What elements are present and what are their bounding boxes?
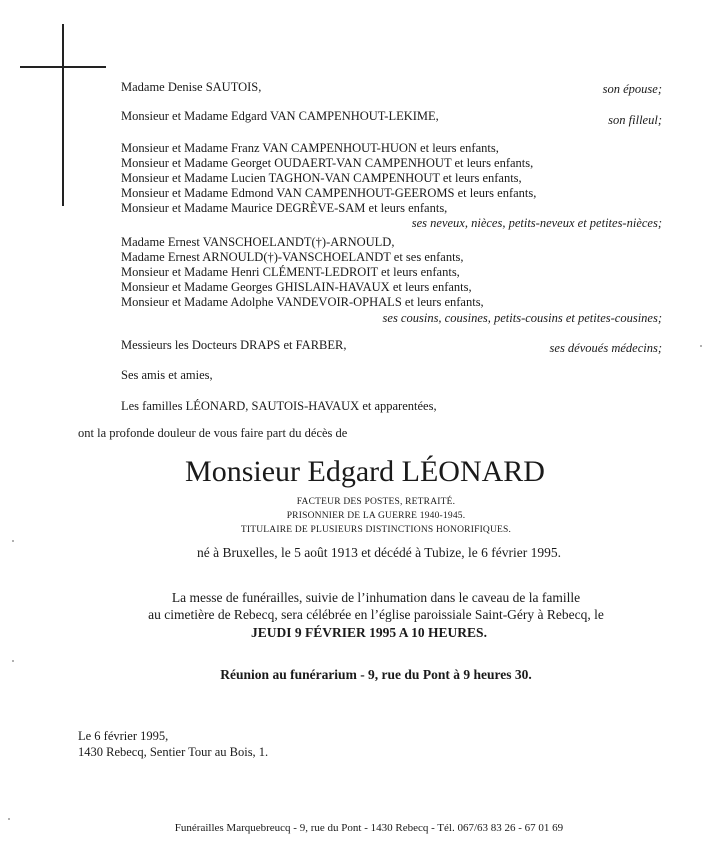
friends-line: Ses amis et amies,: [121, 368, 213, 382]
nephews-relation: ses neveux, nièces, petits-neveux et petites-nièces;: [411, 216, 662, 230]
scan-speck: [12, 660, 14, 662]
families-line: Les familles LÉONARD, SAUTOIS-HAVAUX et apparentées,: [121, 399, 437, 413]
nephew-line: Monsieur et Madame Lucien TAGHON-VAN CAMPENHOUT et leurs enfants,: [121, 171, 522, 185]
funeral-gathering: Réunion au funérarium - 9, rue du Pont à 9 heures 30.: [220, 667, 532, 682]
cousin-line: Madame Ernest VANSCHOELANDT(†)-ARNOULD,: [121, 235, 395, 249]
spouse-name: Madame Denise SAUTOIS,: [121, 80, 262, 94]
birth-death-line: né à Bruxelles, le 5 août 1913 et décédé à Tubize, le 6 février 1995.: [196, 545, 561, 560]
deceased-title: FACTEUR DES POSTES, RETRAITÉ.: [296, 497, 456, 507]
cousin-line: Madame Ernest ARNOULD(†)-VANSCHOELANDT et ses enfants,: [121, 250, 464, 264]
doctors-name: Messieurs les Docteurs DRAPS et FARBER,: [121, 338, 347, 352]
nephew-line: Monsieur et Madame Maurice DEGRÈVE-SAM et leurs enfants,: [121, 201, 448, 215]
funeral-line: au cimetière de Rebecq, sera célébrée en l’église paroissiale Saint-Géry à Rebecq, le: [148, 607, 604, 622]
deceased-title: TITULAIRE DE PLUSIEURS DISTINCTIONS HONORIFIQUES.: [240, 525, 512, 535]
cousins-relation: ses cousins, cousines, petits-cousins et petites-cousines;: [382, 311, 662, 325]
scan-speck: [700, 345, 702, 347]
godson-name: Monsieur et Madame Edgard VAN CAMPENHOUT-LEKIME,: [121, 109, 439, 123]
nephew-line: Monsieur et Madame Georget OUDAERT-VAN CAMPENHOUT et leurs enfants,: [121, 156, 534, 170]
nephew-line: Monsieur et Madame Edmond VAN CAMPENHOUT-GEEROMS et leurs enfants,: [121, 186, 537, 200]
sender-date: Le 6 février 1995,: [78, 729, 169, 743]
spouse-relation: son épouse;: [602, 82, 662, 96]
godson-relation: son filleul;: [608, 113, 662, 127]
funeral-line: La messe de funérailles, suivie de l’inhumation dans le caveau de la famille: [171, 590, 581, 605]
funeral-datetime: JEUDI 9 FÉVRIER 1995 A 10 HEURES.: [251, 625, 487, 640]
footer-line: Funérailles Marquebreucq - 9, rue du Pont - 1430 Rebecq - Tél. 067/63 83 26 - 67 01 69: [174, 822, 564, 834]
cousin-line: Monsieur et Madame Georges GHISLAIN-HAVAUX et leurs enfants,: [121, 280, 472, 294]
sender-address: 1430 Rebecq, Sentier Tour au Bois, 1.: [78, 745, 269, 759]
scan-speck: [8, 818, 10, 820]
cousin-line: Monsieur et Madame Henri CLÉMENT-LEDROIT et leurs enfants,: [121, 265, 460, 279]
announcement-line: ont la profonde douleur de vous faire part du décès de: [78, 426, 348, 440]
doctors-relation: ses dévoués médecins;: [549, 341, 662, 355]
nephew-line: Monsieur et Madame Franz VAN CAMPENHOUT-HUON et leurs enfants,: [121, 141, 499, 155]
cousin-line: Monsieur et Madame Adolphe VANDEVOIR-OPHALS et leurs enfants,: [121, 295, 484, 309]
deceased-title: PRISONNIER DE LA GUERRE 1940-1945.: [286, 511, 466, 521]
scan-speck: [12, 540, 14, 542]
deceased-name: Monsieur Edgard LÉONARD: [185, 455, 545, 488]
